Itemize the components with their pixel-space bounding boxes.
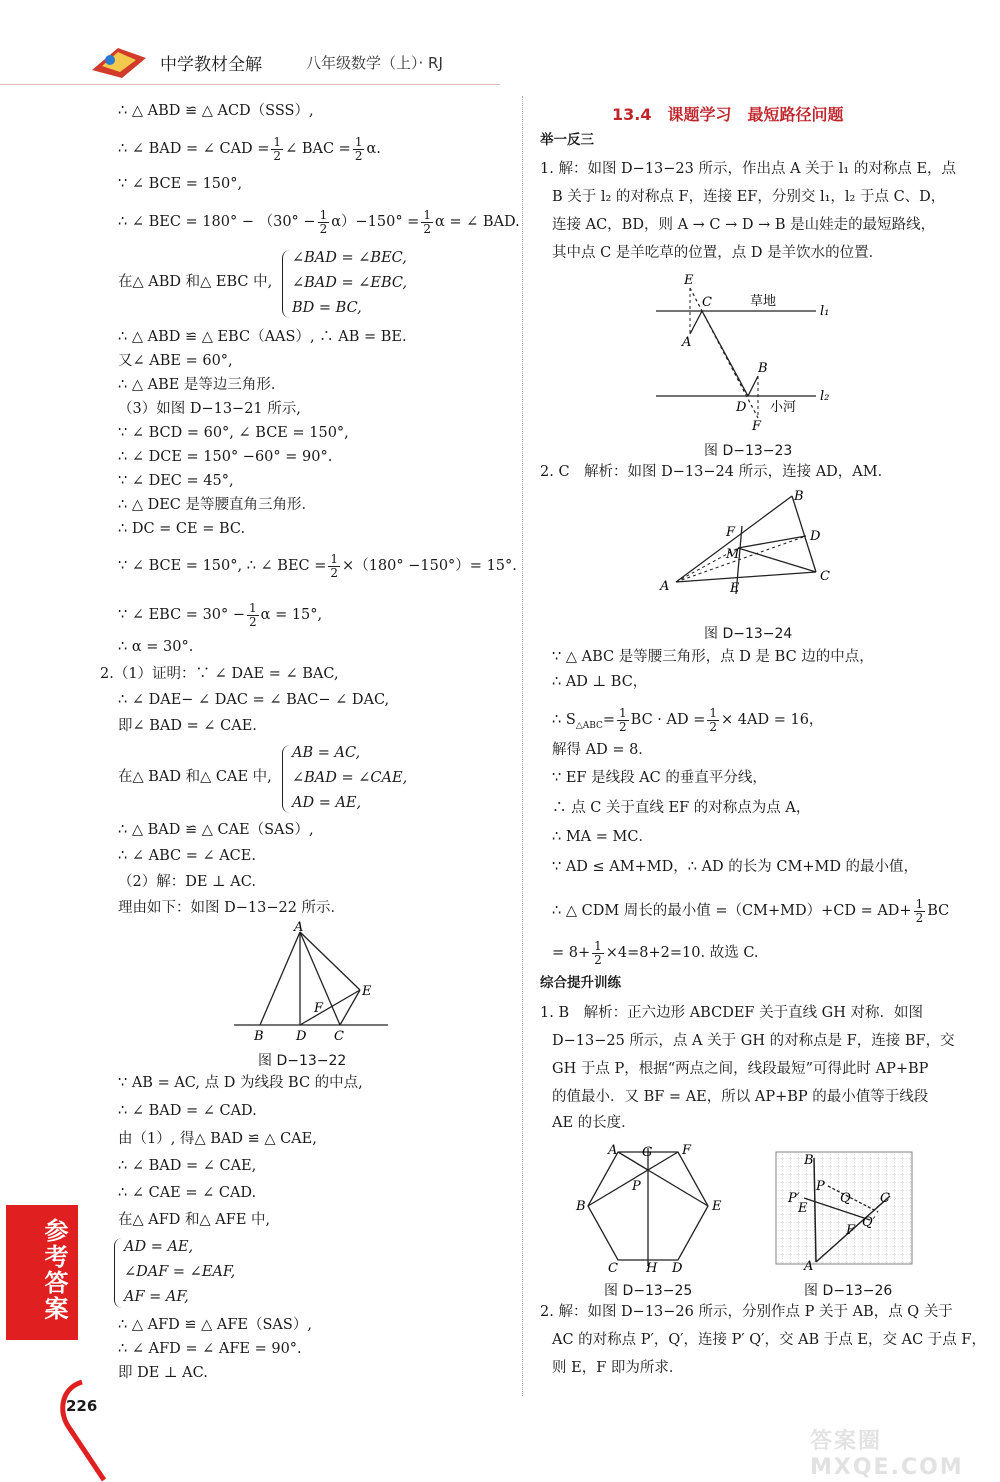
- left-p2-7: （2）解：DE ⊥ AC.: [118, 874, 256, 890]
- cond: ∠BAD = ∠CAE,: [292, 770, 408, 786]
- left-line-6: ∴ △ ABD ≌ △ EBC（AAS）, ∴ AB = BE.: [118, 329, 407, 345]
- svg-text:P: P: [816, 1179, 825, 1194]
- left-p2-13: ∴ ∠ CAE = ∠ CAD.: [118, 1185, 257, 1201]
- left-p2-3: 即∠ BAD = ∠ CAE.: [118, 718, 257, 734]
- svg-text:E: E: [730, 581, 740, 596]
- svg-text:F: F: [726, 525, 736, 540]
- left-p2-5: ∴ △ BAD ≌ △ CAE（SAS）,: [118, 822, 314, 838]
- text: × 4AD = 16，: [721, 712, 824, 729]
- svg-text:E: E: [712, 1199, 722, 1214]
- right-line: [552, 940, 759, 966]
- right-line: 的值最小．又 BF = AE，所以 AP+BP 的最小值等于线段: [552, 1089, 929, 1105]
- left-p2-9: ∵ AB = AC, 点 D 为线段 BC 的中点,: [118, 1075, 363, 1091]
- figure-caption: 图 D−13−23: [704, 443, 793, 459]
- fraction: $\frac{1}{2}$: [423, 208, 431, 236]
- figure-caption: 图 D−13−26: [804, 1283, 893, 1299]
- left-line-11: ∴ ∠ DCE = 150° −60° = 90°.: [118, 449, 333, 465]
- column-divider: [522, 96, 523, 1396]
- text: BC · AD =: [630, 712, 706, 729]
- svg-text:B: B: [254, 1029, 264, 1044]
- svg-text:P: P: [632, 1179, 641, 1194]
- brace: [282, 745, 291, 813]
- text: α）−150° =: [331, 214, 420, 231]
- brace: [282, 250, 291, 318]
- left-line-14: ∴ DC = CE = BC.: [118, 521, 246, 537]
- svg-text:E: E: [684, 273, 694, 288]
- left-line-12: ∵ ∠ DEC = 45°,: [118, 473, 234, 489]
- left-p2-1: 2.（1）证明：∵ ∠ DAE = ∠ BAC,: [100, 666, 339, 682]
- book-title: 中学教材全解: [160, 55, 262, 75]
- svg-text:F: F: [314, 1001, 324, 1016]
- left-line-9: （3）如图 D−13−21 所示,: [118, 401, 301, 417]
- cond: AD = AE,: [292, 795, 362, 811]
- cond: AF = AF,: [124, 1289, 189, 1305]
- svg-text:A: A: [682, 335, 692, 350]
- figure-caption: 图 D−13−24: [704, 626, 793, 642]
- svg-text:H: H: [646, 1261, 658, 1276]
- text: ∵ ∠ BCE = 150°, ∴ ∠ BEC =: [118, 558, 327, 575]
- subscript: △ABC: [575, 720, 603, 731]
- svg-text:F: F: [682, 1143, 692, 1158]
- left-p2-12: ∴ ∠ BAD = ∠ CAE,: [118, 1158, 257, 1174]
- right-line: D−13−25 所示，点 A 关于 GH 的对称点是 F，连接 BF，交: [552, 1033, 955, 1049]
- text: ∴ ∠ BEC = 180° − （30° −: [118, 214, 316, 231]
- right-line: ∴ AD ⊥ BC，: [552, 674, 648, 690]
- fraction: $\frac{1}{2}$: [709, 706, 718, 734]
- text: ∴ S: [552, 712, 576, 729]
- right-line: GH 于点 P，根据“两点之间，线段最短”可得此时 AP+BP: [552, 1061, 929, 1077]
- svg-text:D: D: [736, 400, 747, 415]
- fraction: $\frac{1}{2}$: [273, 135, 282, 163]
- left-line-4: [118, 209, 520, 235]
- svg-text:C: C: [880, 1191, 890, 1206]
- svg-text:C: C: [608, 1261, 618, 1276]
- left-p2-11: 由（1）, 得△ BAD ≌ △ CAE,: [118, 1131, 317, 1147]
- left-p2-2: ∴ ∠ DAE− ∠ DAC = ∠ BAC− ∠ DAC,: [118, 692, 390, 708]
- figure-caption: 图 D−13−25: [604, 1283, 693, 1299]
- svg-text:C: C: [334, 1029, 344, 1044]
- svg-text:A: A: [608, 1143, 618, 1158]
- left-line-2: [118, 136, 381, 162]
- svg-text:B: B: [804, 1153, 814, 1168]
- text: ∠ BAC =: [285, 141, 351, 158]
- left-p2-10: ∴ ∠ BAD = ∠ CAD.: [118, 1103, 257, 1119]
- figure-d-13-24: [656, 486, 834, 604]
- right-line: ∵ EF 是线段 AC 的垂直平分线，: [552, 770, 767, 786]
- text: = 8+: [552, 945, 591, 962]
- left-line-17: ∴ α = 30°.: [118, 639, 194, 655]
- svg-text:B: B: [576, 1199, 586, 1214]
- svg-text:l₁: l₁: [820, 304, 830, 319]
- svg-text:A: A: [660, 579, 670, 594]
- fraction: $\frac{1}{2}$: [249, 601, 257, 629]
- cond: ∠BAD = ∠EBC,: [292, 275, 408, 291]
- page-number: 226: [66, 1397, 98, 1415]
- right-line: ∵ △ ABC 是等腰三角形，点 D 是 BC 边的中点，: [552, 649, 874, 665]
- cond: BD = BC,: [292, 300, 362, 316]
- left-p2-16: ∴ △ AFD ≌ △ AFE（SAS）,: [118, 1317, 312, 1333]
- section-title: 13.4 课题学习 最短路径问题: [612, 105, 844, 124]
- svg-text:F: F: [846, 1223, 856, 1238]
- fraction: $\frac{1}{2}$: [330, 552, 339, 580]
- header-rule: [0, 84, 500, 85]
- left-line-16: [118, 602, 322, 628]
- svg-text:P′: P′: [788, 1191, 800, 1206]
- right-line: AE 的长度．: [552, 1115, 636, 1131]
- right-line: 其中点 C 是羊吃草的位置，点 D 是羊饮水的位置．: [552, 245, 884, 261]
- text: ×（180° −150°）= 15°.: [342, 558, 517, 575]
- watermark: 答案圈 MXQE.COM: [810, 1429, 964, 1480]
- svg-text:B: B: [794, 489, 804, 504]
- svg-text:E: E: [362, 984, 372, 999]
- fraction: $\frac{1}{2}$: [319, 208, 328, 236]
- svg-text:D: D: [810, 529, 821, 544]
- page-corner-decoration: [52, 1380, 122, 1482]
- cond: ∠BAD = ∠BEC,: [292, 250, 407, 266]
- left-line-3: ∵ ∠ BCE = 150°,: [118, 176, 243, 192]
- left-line-8: ∴ △ ABE 是等边三角形．: [118, 377, 286, 393]
- right-line: 2. 解：如图 D−13−26 所示，分别作点 P 关于 AB，点 Q 关于: [540, 1304, 953, 1320]
- left-p2-14: 在△ AFD 和△ AFE 中,: [118, 1212, 271, 1228]
- figure-d-13-22: [228, 920, 398, 1048]
- brace: [114, 1238, 123, 1308]
- cond: AB = AC,: [292, 745, 361, 761]
- right-line: B 关于 l₂ 的对称点 F，连接 EF，分别交 l₁，l₂ 于点 C、D，: [552, 189, 946, 205]
- grass-label: 草地: [750, 294, 777, 309]
- left-line-10: ∵ ∠ BCD = 60°, ∠ BCE = 150°,: [118, 425, 349, 441]
- cond: AD = AE,: [124, 1239, 194, 1255]
- right-line: ∵ AD ≤ AM+MD，∴ AD 的长为 CM+MD 的最小值，: [552, 859, 919, 875]
- right-line: 则 E，F 即为所求．: [552, 1360, 684, 1376]
- svg-text:F: F: [752, 419, 762, 434]
- fraction: $\frac{1}{2}$: [915, 897, 924, 925]
- fraction: $\frac{1}{2}$: [594, 939, 602, 967]
- right-line: 连接 AC，BD，则 A → C → D → B 是山娃走的最短路线，: [552, 217, 936, 233]
- fraction: $\frac{1}{2}$: [354, 135, 363, 163]
- svg-text:A: A: [294, 920, 304, 935]
- text: ∴ △ CDM 周长的最小值 =（CM+MD）+CD = AD+: [552, 903, 912, 920]
- text: α.: [366, 141, 381, 158]
- fraction: $\frac{1}{2}$: [619, 706, 627, 734]
- subheading: 综合提升训练: [540, 975, 621, 991]
- left-p2-6: ∴ ∠ ABC = ∠ ACE.: [118, 848, 256, 864]
- left-line-5-prefix: 在△ ABD 和△ EBC 中,: [118, 274, 273, 290]
- book-subtitle: 八年级数学（上）· RJ: [306, 54, 443, 72]
- left-p2-18: 即 DE ⊥ AC.: [118, 1365, 208, 1381]
- svg-text:B: B: [758, 361, 768, 376]
- right-line: 1. 解：如图 D−13−23 所示，作出点 A 关于 l₁ 的对称点 E，点: [540, 161, 957, 177]
- left-line-13: ∴ △ DEC 是等腰直角三角形．: [118, 497, 317, 513]
- svg-text:E: E: [798, 1201, 808, 1216]
- text: α = 15°,: [260, 607, 323, 624]
- text: =: [602, 712, 616, 729]
- text: BC: [927, 903, 950, 920]
- svg-text:Q′: Q′: [862, 1215, 876, 1230]
- figure-d-13-26: [774, 1150, 914, 1274]
- svg-text:G: G: [642, 1145, 653, 1160]
- svg-text:C: C: [702, 295, 712, 310]
- svg-text:l₂: l₂: [820, 389, 830, 404]
- right-line: 1. B 解析：正六边形 ABCDEF 关于直线 GH 对称．如图: [540, 1005, 924, 1021]
- figure-d-13-23: [650, 268, 840, 436]
- left-line-1: ∴ △ ABD ≌ △ ACD（SSS）,: [118, 103, 314, 119]
- svg-text:A: A: [804, 1259, 814, 1274]
- left-p2-17: ∴ ∠ AFD = ∠ AFE = 90°.: [118, 1341, 302, 1357]
- left-line-15: [118, 553, 517, 579]
- cond: ∠DAF = ∠EAF,: [124, 1264, 236, 1280]
- river-label: 小河: [770, 400, 797, 415]
- svg-text:D: D: [296, 1029, 307, 1044]
- right-line: ∴ MA = MC．: [552, 829, 653, 845]
- subheading: 举一反三: [540, 132, 594, 148]
- figure-d-13-25: [570, 1140, 720, 1275]
- svg-text:M: M: [726, 547, 740, 562]
- text: ∴ ∠ BAD = ∠ CAD =: [118, 141, 270, 158]
- text: α = ∠ BAD.: [434, 214, 520, 231]
- right-line: [552, 898, 949, 924]
- left-line-7: 又∠ ABE = 60°,: [118, 353, 233, 369]
- side-tab-label: 参考答案: [40, 1218, 68, 1322]
- text: ×4=8+2=10. 故选 C.: [605, 945, 759, 962]
- left-p2-4-prefix: 在△ BAD 和△ CAE 中,: [118, 769, 272, 785]
- book-logo-icon: [88, 40, 152, 80]
- right-line: AC 的对称点 P′，Q′，连接 P′ Q′，交 AB 于点 E，交 AC 于点 F，: [552, 1332, 986, 1348]
- right-line: 2. C 解析：如图 D−13−24 所示，连接 AD，AM．: [540, 464, 893, 480]
- right-line-area: [552, 707, 823, 733]
- left-p2-8: 理由如下：如图 D−13−22 所示．: [118, 900, 346, 916]
- svg-text:C: C: [820, 569, 830, 584]
- svg-text:Q: Q: [840, 1191, 851, 1206]
- text: ∵ ∠ EBC = 30° −: [118, 607, 246, 624]
- right-line: 解得 AD = 8．: [552, 742, 653, 758]
- figure-caption: 图 D−13−22: [258, 1053, 347, 1069]
- svg-text:D: D: [672, 1261, 683, 1276]
- right-line: ∴ 点 C 关于直线 EF 的对称点为点 A，: [552, 800, 811, 816]
